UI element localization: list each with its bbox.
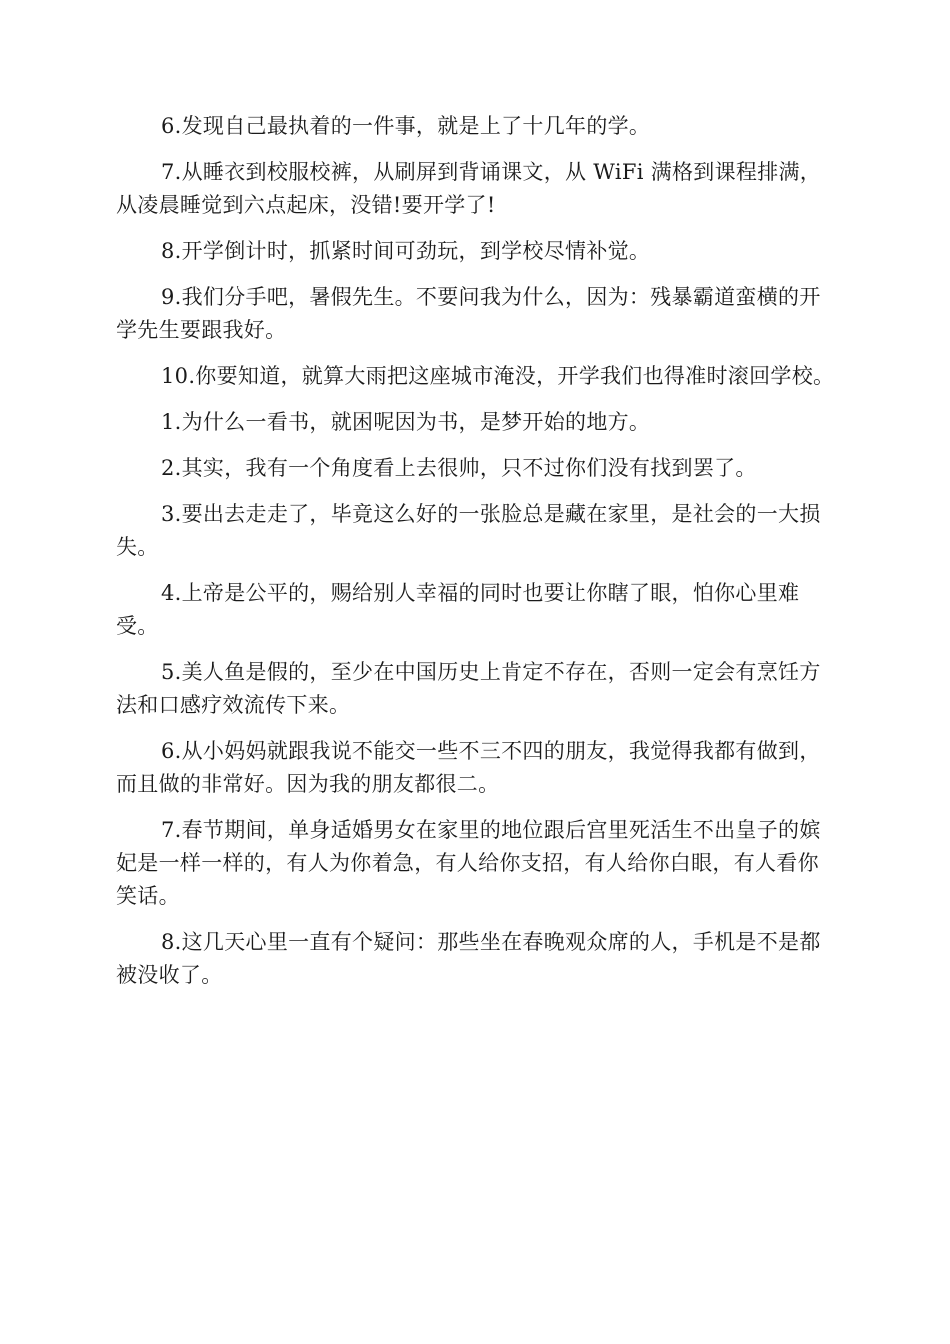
paragraph: 6.从小妈妈就跟我说不能交一些不三不四的朋友，我觉得我都有做到，而且做的非常好。因为我的朋友都很二。 — [116, 739, 821, 796]
paragraph: 2.其实，我有一个角度看上去很帅，只不过你们没有找到罢了。 — [161, 456, 757, 480]
paragraph: 7.春节期间，单身适婚男女在家里的地位跟后宫里死活生不出皇子的嫔妃是一样一样的，有人为你着急，有人给你支招，有人给你白眼，有人看你笑话。 — [116, 818, 821, 908]
paragraph: 9.我们分手吧，暑假先生。不要问我为什么，因为：残暴霸道蛮横的开学先生要跟我好。 — [116, 285, 821, 342]
paragraph: 7.从睡衣到校服校裤，从刷屏到背诵课文，从 WiFi 满格到课程排满，从凌晨睡觉到六点起床，没错!要开学了! — [116, 160, 822, 217]
paragraph: 6.发现自己最执着的一件事，就是上了十几年的学。 — [161, 114, 651, 138]
paragraph: 8.这几天心里一直有个疑问：那些坐在春晚观众席的人，手机是不是都被没收了。 — [116, 930, 821, 987]
paragraph: 4.上帝是公平的，赐给别人幸福的同时也要让你瞎了眼，怕你心里难受。 — [116, 581, 800, 638]
paragraph: 10.你要知道，就算大雨把这座城市淹没，开学我们也得准时滚回学校。 — [161, 364, 835, 388]
paragraph: 3.要出去走走了，毕竟这么好的一张脸总是藏在家里，是社会的一大损失。 — [116, 502, 821, 559]
document-body — [116, 110, 836, 1005]
paragraph: 8.开学倒计时，抓紧时间可劲玩，到学校尽情补觉。 — [161, 239, 651, 263]
paragraph: 1.为什么一看书，就困呢因为书，是梦开始的地方。 — [161, 410, 651, 434]
paragraph: 5.美人鱼是假的，至少在中国历史上肯定不存在，否则一定会有烹饪方法和口感疗效流传下来。 — [116, 660, 821, 717]
